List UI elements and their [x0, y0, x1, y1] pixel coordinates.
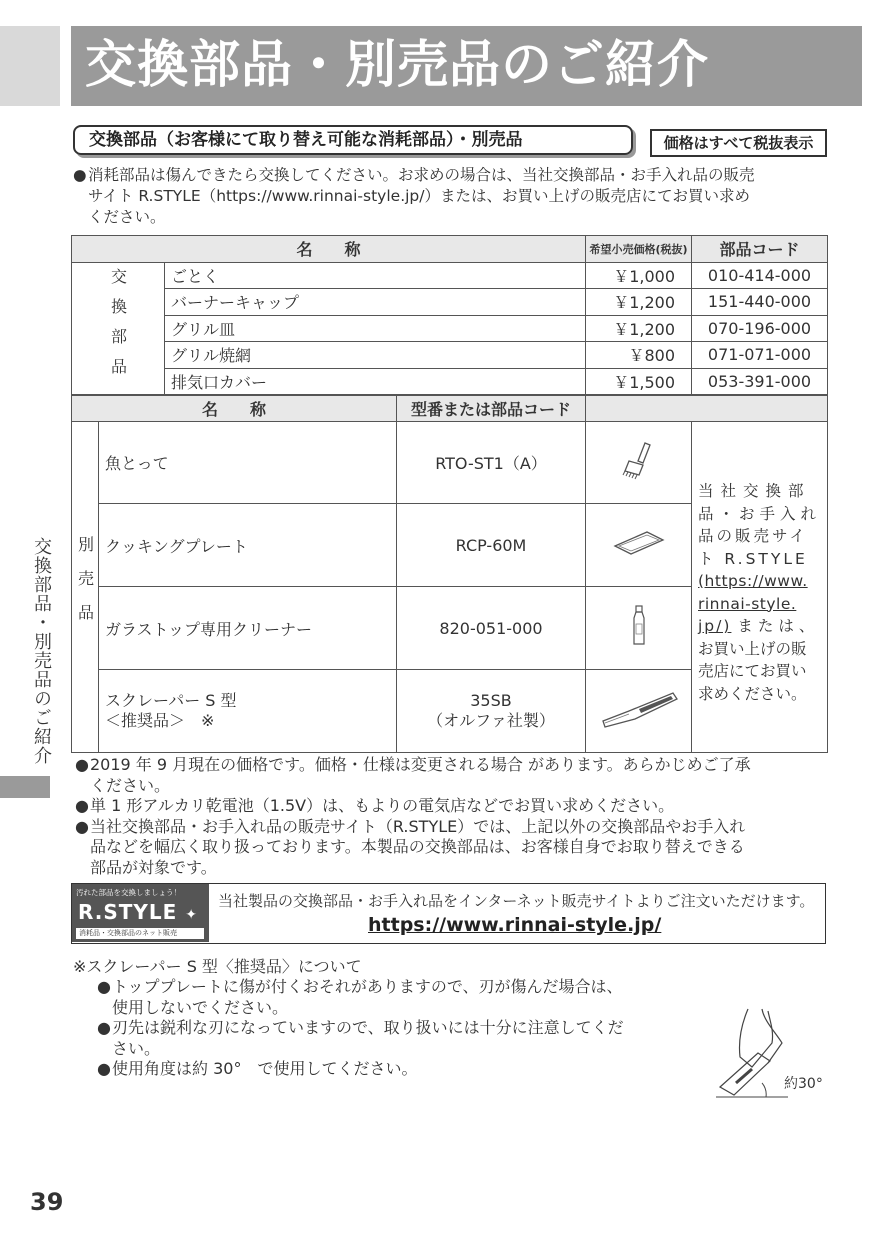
table-row: [72, 422, 828, 504]
part-code: 071-071-000: [692, 342, 828, 369]
intro-text: サイト R.STYLE（: [88, 187, 217, 205]
header-name: 名 称: [72, 236, 586, 263]
note-text: トッププレートに傷が付くおそれがありますので、刃が傷んだ場合は、: [112, 977, 623, 996]
note-line: 求めください。: [698, 684, 807, 703]
accessory-name-note: ＜推奨品＞ ※: [105, 711, 215, 730]
accessory-code: RTO-ST1（A）: [397, 422, 586, 504]
bullet: ●: [75, 755, 89, 774]
accessory-name-text: スクレーパー S 型: [105, 691, 237, 710]
scraper-note-item: [97, 1059, 697, 1080]
note-line: 品の販売サイ: [698, 527, 808, 545]
bullet: ●: [75, 796, 89, 815]
header-blank: [586, 396, 828, 422]
side-chapter-label: 交換部品・別売品のご紹介: [31, 537, 52, 765]
bullet: ●: [97, 1059, 111, 1078]
note-text: さい。: [112, 1038, 161, 1058]
table-row: [72, 342, 828, 369]
part-name: グリル皿: [165, 315, 586, 342]
table-row: [72, 289, 828, 316]
cooking-plate-icon: [586, 504, 692, 587]
replacement-parts-table: [71, 235, 828, 395]
scraper-notes: [97, 977, 697, 1080]
note-link[interactable]: [698, 593, 823, 616]
bullet: ●: [75, 816, 89, 836]
part-price: ￥1,200: [586, 315, 692, 342]
group-label-accessories: 別売品: [72, 422, 99, 753]
note-item: [75, 796, 835, 817]
scraper-heading: ※スクレーパー S 型〈推奨品〉について: [73, 957, 362, 976]
scraper-angle-illustration: [712, 1003, 832, 1103]
accessory-code: [397, 670, 586, 753]
accessory-code: RCP-60M: [397, 504, 586, 587]
sparkle-icon: ✦: [185, 907, 199, 923]
part-name: 排気口カバー: [165, 368, 586, 395]
part-price: ￥1,500: [586, 368, 692, 395]
part-code: 070-196-000: [692, 315, 828, 342]
note-item: [75, 817, 835, 879]
note-text: 当社交換部品・お手入れ品の販売サイト（R.STYLE）では、上記以外の交換部品やお手入れ: [90, 816, 746, 836]
note-text: または、: [737, 617, 820, 635]
rstyle-link[interactable]: https://www.rinnai-style.jp/: [216, 187, 425, 205]
section-heading: 交換部品（お客様にて取り替え可能な消耗部品）・別売品: [73, 125, 633, 155]
note-link-part[interactable]: rinnai-style.: [698, 594, 797, 613]
table-row: [72, 262, 828, 289]
scraper-note-item: [97, 1018, 697, 1059]
logo-tagline: 汚れた部品を交換しましょう！: [76, 888, 181, 897]
part-price: ￥1,200: [586, 289, 692, 316]
bullet: ●: [73, 166, 87, 184]
accessory-code: 820-051-000: [397, 587, 586, 670]
part-code: 053-391-000: [692, 368, 828, 395]
note-text: 品などを幅広く取り扱っております。本製品の交換部品は、お客様自身でお取り替えできる: [90, 837, 745, 856]
rstyle-promo-box: [71, 883, 826, 944]
accessory-name-text: クッキングプレート: [105, 536, 248, 556]
intro-line-1: 消耗部品は傷んできたら交換してください。お求めの場合は、当社交換部品・お手入れ品の販売: [88, 166, 755, 184]
note-text: 単 1 形アルカリ乾電池（1.5V）は、もよりの電気店などでお買い求めください。: [90, 796, 675, 815]
intro-line-2: [88, 186, 755, 207]
note-link-part[interactable]: jp/): [698, 617, 732, 635]
accessories-table: [71, 395, 828, 753]
note-line: 品・お手入れ: [698, 504, 822, 523]
accessory-name-text: 魚とって: [105, 454, 169, 473]
accessory-name-text: ガラストップ専用クリーナー: [105, 619, 313, 639]
note-link[interactable]: [698, 570, 823, 593]
side-chapter-marker: [0, 776, 50, 798]
bullet: ●: [97, 977, 111, 996]
logo-subline: 消耗品・交換部品のネット販売: [76, 928, 204, 939]
purchase-note: [692, 422, 828, 753]
part-name: バーナーキャップ: [165, 289, 586, 316]
logo-text: R.STYLE: [78, 900, 178, 924]
part-code: 151-440-000: [692, 289, 828, 316]
promo-text: 当社製品の交換部品・お手入れ品をインターネット販売サイトよりご注文いただけます。: [218, 892, 815, 910]
accessory-name: [99, 504, 397, 587]
note-text: 部品が対象です。: [90, 857, 217, 877]
note-link-line: [698, 615, 823, 638]
header-price: 希望小売価格(税抜): [586, 236, 692, 263]
note-line: お買い上げの販: [698, 639, 807, 658]
note-line: ト R.STYLE: [698, 549, 808, 568]
bullet: ●: [97, 1018, 111, 1037]
rstyle-logo: [72, 884, 209, 942]
tax-note: 価格はすべて税抜表示: [650, 129, 827, 157]
part-code: 010-414-000: [692, 262, 828, 289]
note-text: 使用しないでください。: [112, 997, 289, 1017]
accessory-name: [99, 422, 397, 504]
part-price: ￥1,000: [586, 262, 692, 289]
table-row: [72, 315, 828, 342]
note-text: 2019 年 9 月現在の価格です。価格・仕様は変更される場合 があります。あらかじめご了承: [90, 755, 751, 774]
scraper-note-item: [97, 977, 697, 1018]
part-name: ごとく: [165, 262, 586, 289]
header-code: 部品コード: [692, 236, 828, 263]
note-link-part[interactable]: (https://www.: [698, 572, 808, 590]
intro-paragraph: [73, 165, 833, 228]
table-row: [72, 368, 828, 395]
accessory-name: [99, 587, 397, 670]
promo-url-link[interactable]: https://www.rinnai-style.jp/: [368, 914, 662, 936]
intro-line-3: ください。: [88, 208, 166, 226]
cleaner-bottle-icon: [586, 587, 692, 670]
accessory-maker: （オルファ社製）: [427, 711, 555, 730]
part-name: グリル焼網: [165, 342, 586, 369]
page-title: 交換部品・別売品のご紹介: [71, 26, 862, 106]
intro-text: ）または、お買い上げの販売店にてお買い求め: [424, 187, 750, 205]
note-text: ください。: [90, 775, 171, 795]
header-model: 型番または部品コード: [397, 396, 586, 422]
note-line: 売店にてお買い: [698, 662, 807, 680]
angle-label: 約30°: [784, 1076, 823, 1092]
group-label-replacement: 交換部品: [72, 262, 165, 395]
scraper-icon: [586, 670, 692, 753]
note-item: [75, 755, 835, 796]
logo-wordmark: [72, 898, 209, 924]
fish-tongs-icon: [586, 422, 692, 504]
notes-list: [75, 755, 835, 878]
header-name: 名 称: [72, 396, 397, 422]
title-side-tab: [0, 26, 60, 106]
page-number: 39: [30, 1188, 64, 1216]
note-text: 使用角度は約 30° で使用してください。: [112, 1059, 418, 1078]
note-text: 刃先は鋭利な刃になっていますので、取り扱いには十分に注意してくだ: [112, 1018, 624, 1037]
part-price: ￥800: [586, 342, 692, 369]
accessory-name: [99, 670, 397, 753]
accessory-code-text: 35SB: [470, 691, 512, 710]
note-line: 当社交換部: [698, 482, 811, 500]
